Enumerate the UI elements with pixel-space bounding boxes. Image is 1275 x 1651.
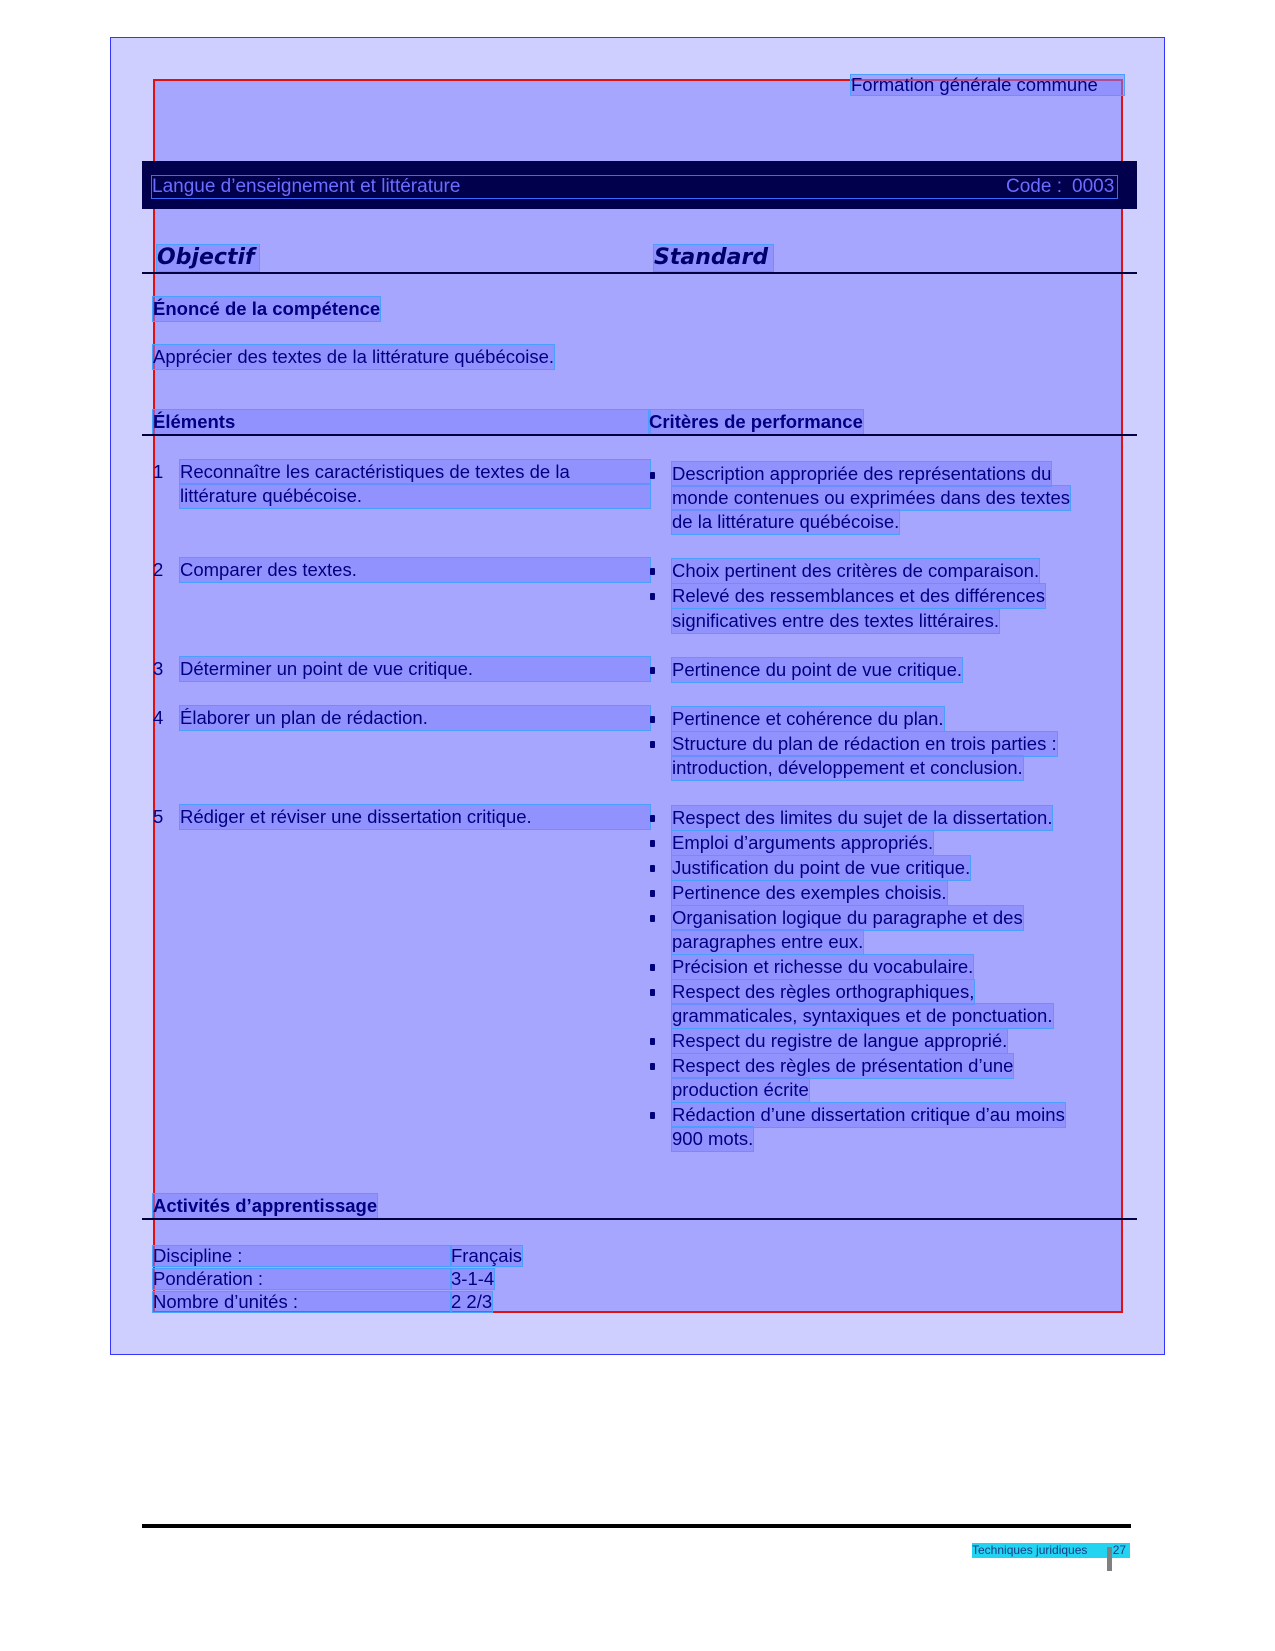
criterion-text: Respect des règles orthographiques, — [672, 981, 975, 1002]
criterion-text: Pertinence du point de vue critique. — [672, 659, 963, 680]
criterion-text: Choix pertinent des critères de comparaison. — [672, 560, 1040, 581]
bullet-icon — [650, 890, 655, 897]
criterion-text: Emploi d’arguments appropriés. — [672, 832, 934, 853]
bullet-icon — [650, 568, 655, 575]
ponderation-label: Pondération : — [153, 1269, 451, 1289]
criterion-text: Organisation logique du paragraphe et des — [672, 907, 1023, 928]
standard-heading: Standard — [654, 245, 773, 271]
criterion-text: grammaticales, syntaxiques et de ponctuation. — [672, 1005, 1053, 1026]
bullet-icon — [650, 840, 655, 847]
criterion-text: Justification du point de vue critique. — [672, 857, 971, 878]
ponderation-value: 3-1-4 — [451, 1268, 495, 1289]
criterion-text: Description appropriée des représentations du — [672, 463, 1052, 484]
element-number: 4 — [153, 707, 164, 728]
units-label: Nombre d’unités : — [153, 1292, 451, 1312]
code-label: Code : — [1006, 176, 1062, 197]
element-text: Élaborer un plan de rédaction. — [180, 706, 650, 730]
criterion-text: Relevé des ressemblances et des différences — [672, 585, 1045, 606]
bullet-icon — [650, 593, 655, 600]
code-value: 0003 — [1072, 176, 1115, 197]
element-text: Comparer des textes. — [180, 558, 650, 582]
bullet-icon — [650, 741, 655, 748]
activities-heading: Activités d’apprentissage — [153, 1195, 378, 1216]
element-number: 5 — [153, 806, 164, 827]
criterion-text: 900 mots. — [672, 1128, 754, 1149]
criterion-text: monde contenues ou exprimées dans des textes — [672, 487, 1070, 508]
criterion-text: Pertinence des exemples choisis. — [672, 882, 947, 903]
element-text: Déterminer un point de vue critique. — [180, 657, 650, 681]
page-number: 27 — [1112, 1543, 1127, 1557]
competency-statement: Apprécier des textes de la littérature québécoise. — [153, 346, 555, 367]
criterion-text: Pertinence et cohérence du plan. — [672, 708, 944, 729]
criterion-text: Précision et richesse du vocabulaire. — [672, 956, 974, 977]
element-text: Reconnaître les caractéristiques de textes de la — [180, 460, 650, 484]
bullet-icon — [650, 1063, 655, 1070]
discipline-label: Discipline : — [153, 1246, 451, 1266]
criterion-text: Structure du plan de rédaction en trois parties : — [672, 733, 1057, 754]
bullet-icon — [650, 667, 655, 674]
program-name: Techniques juridiques — [972, 1543, 1088, 1557]
criterion-text: introduction, développement et conclusion. — [672, 757, 1023, 778]
element-number: 2 — [153, 559, 164, 580]
element-text: littérature québécoise. — [180, 484, 650, 508]
bullet-icon — [650, 472, 655, 479]
footer-mark — [1107, 1547, 1112, 1571]
criterion-text: Respect des limites du sujet de la dissertation. — [672, 807, 1053, 828]
bullet-icon — [650, 1038, 655, 1045]
elements-heading: Éléments — [153, 410, 650, 434]
criteria-heading: Critères de performance — [649, 411, 863, 432]
bullet-icon — [650, 964, 655, 971]
criterion-text: production écrite — [672, 1079, 809, 1100]
footer-rule — [142, 1524, 1131, 1528]
element-number: 3 — [153, 658, 164, 679]
element-number: 1 — [153, 461, 164, 482]
criterion-text: paragraphes entre eux. — [672, 931, 864, 952]
bullet-icon — [650, 989, 655, 996]
criterion-text: de la littérature québécoise. — [672, 511, 900, 532]
objective-heading: Objectif — [157, 245, 259, 271]
bullet-icon — [650, 865, 655, 872]
element-text: Rédiger et réviser une dissertation critique. — [180, 805, 650, 829]
bullet-icon — [650, 716, 655, 723]
bullet-icon — [650, 815, 655, 822]
program-label: Formation générale commune — [851, 75, 1124, 95]
divider — [142, 434, 1137, 436]
course-title: Langue d’enseignement et littérature — [152, 176, 461, 197]
divider — [142, 272, 1137, 274]
bullet-icon — [650, 915, 655, 922]
criterion-text: significatives entre des textes littéraires. — [672, 610, 999, 631]
content-frame — [153, 79, 1123, 1313]
discipline-value: Français — [451, 1245, 522, 1266]
bullet-icon — [650, 1112, 655, 1119]
criterion-text: Rédaction d’une dissertation critique d’au moins — [672, 1104, 1065, 1125]
units-value: 2 2/3 — [451, 1291, 493, 1312]
criterion-text: Respect des règles de présentation d’une — [672, 1055, 1014, 1076]
criterion-text: Respect du registre de langue approprié. — [672, 1030, 1008, 1051]
competency-heading: Énoncé de la compétence — [153, 298, 381, 319]
divider — [142, 1218, 1137, 1220]
